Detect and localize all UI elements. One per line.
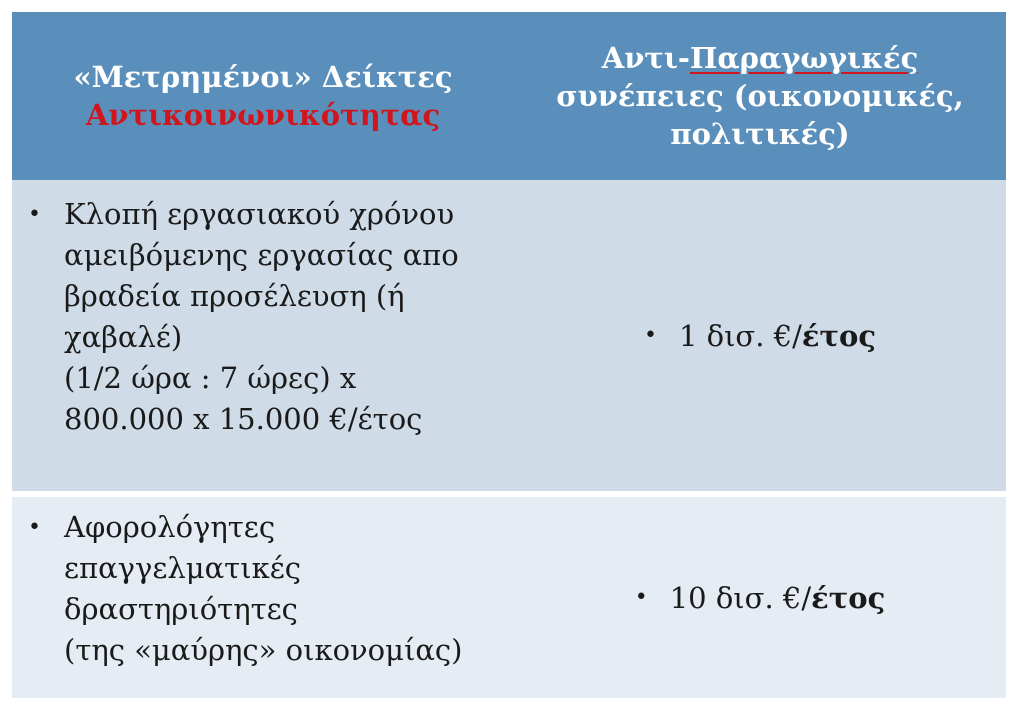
row1-cost-amount: 1 δισ. €/ (678, 318, 802, 353)
bullet: • (28, 202, 41, 227)
cost-table (12, 12, 1006, 698)
header-consequences-prefix: Αντι- (601, 41, 690, 75)
bullet: • (643, 323, 657, 348)
header-consequences-line3: πολιτικές) (670, 117, 850, 151)
row2-cost-amount: 10 δισ. €/ (669, 580, 812, 615)
row1-cost-unit: έτος (801, 318, 877, 353)
header-indicators (12, 12, 514, 180)
row1-cost-cell (514, 180, 1006, 491)
header-consequences-line2: συνέπειες (οικονομικές, (556, 79, 964, 113)
row2-indicator-cell (12, 491, 514, 698)
header-consequences-underlined: Παραγωγικές (689, 41, 919, 75)
header-indicators-line1: «Μετρημένοι» Δείκτες (73, 60, 453, 94)
row2-cost-cell (514, 491, 1006, 698)
row1-indicator-cell (12, 180, 514, 491)
header-consequences (514, 12, 1006, 180)
header-consequences-line1 (556, 39, 964, 77)
bullet: • (634, 585, 648, 610)
row2-cost-unit: έτος (811, 580, 886, 615)
row1-indicator-text: Κλοπή εργασιακού χρόνου αμειβόμενης εργασίας απο βραδεία προσέλευση (ή χαβαλέ) (1/2 ώρα : 7 ώρες) x 800.000 x 15.000 €/έτος (64, 197, 459, 436)
header-indicators-line2: Αντικοινωνικότητας (85, 98, 441, 132)
bullet: • (28, 515, 41, 540)
row2-indicator-text: Αφορολόγητες επαγγελματικές δραστηριότητες (της «μαύρης» οικονομίας) (64, 510, 463, 667)
